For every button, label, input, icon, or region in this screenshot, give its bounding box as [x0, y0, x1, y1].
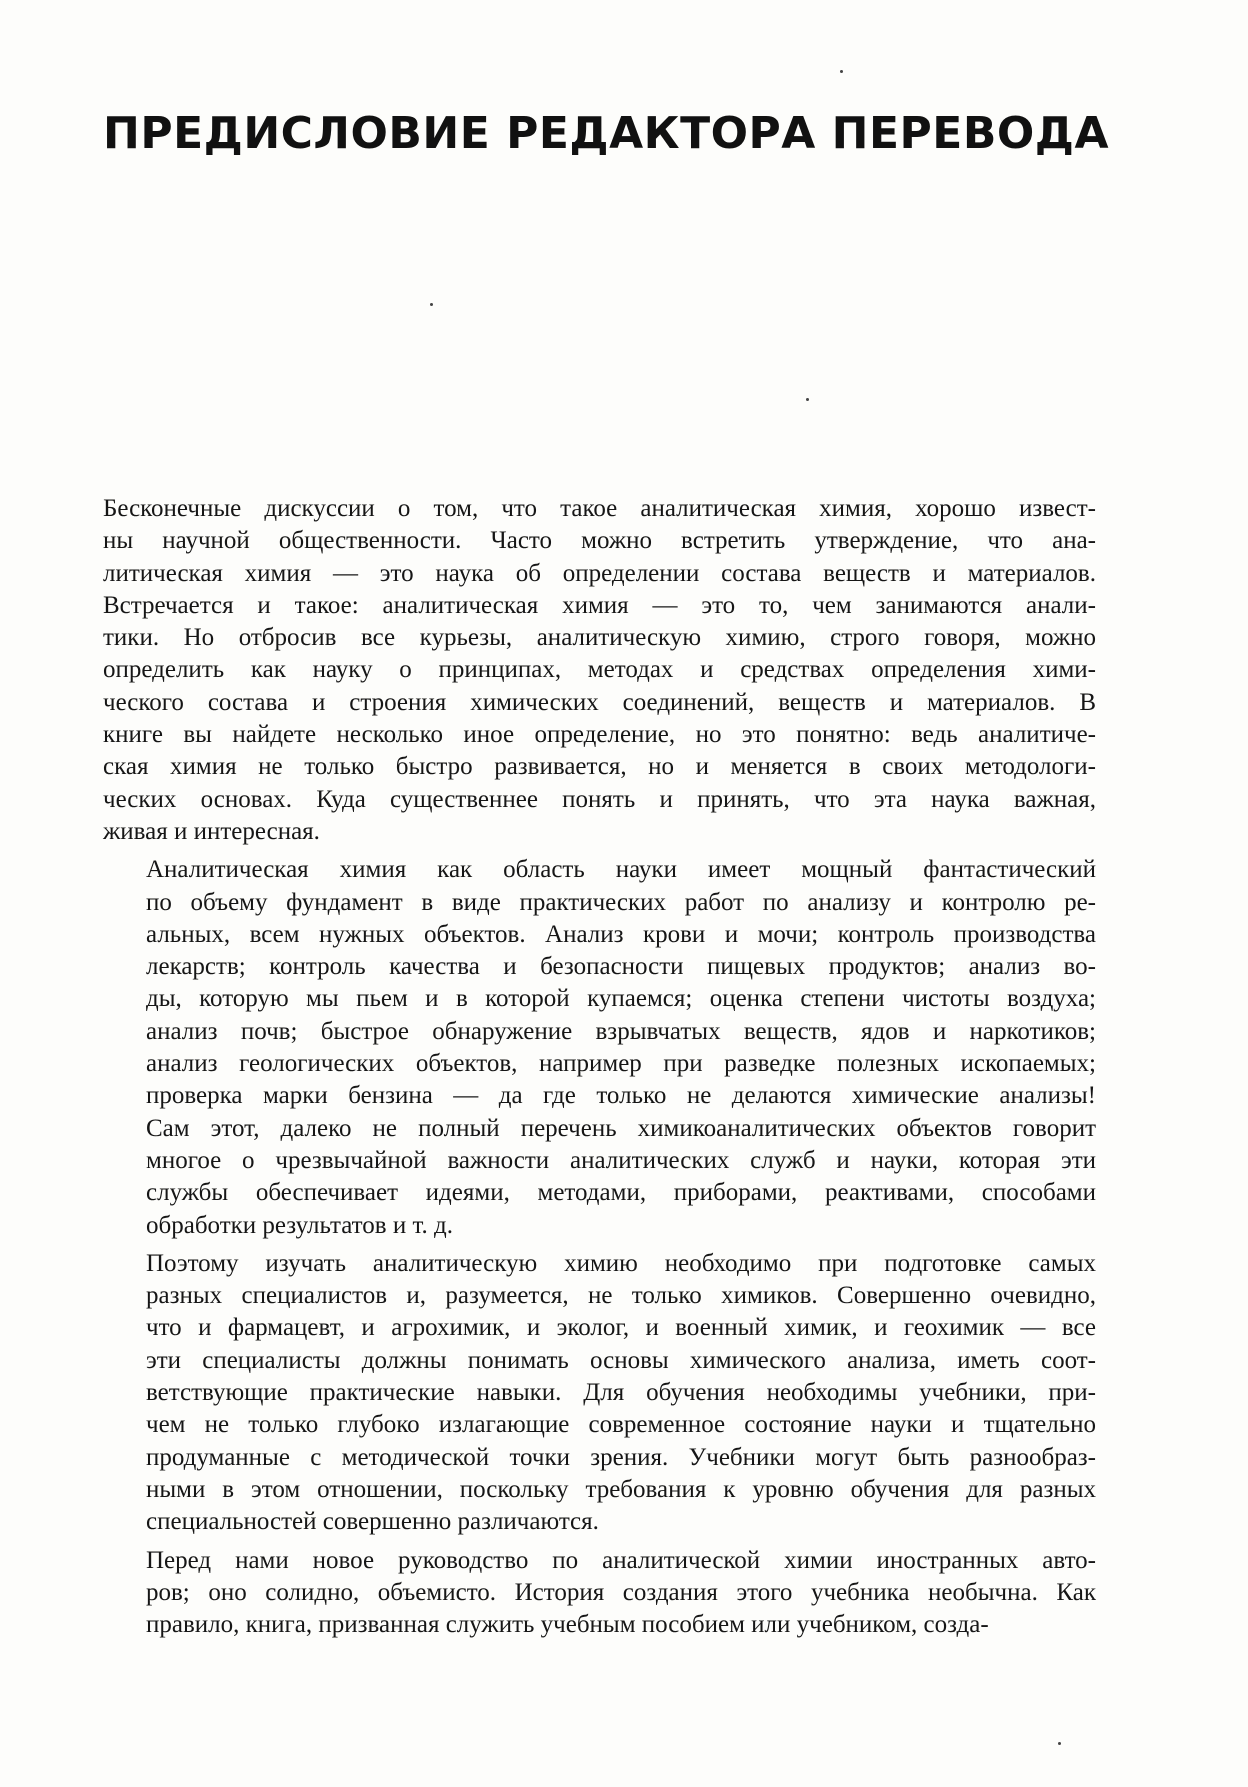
text-line: определить как науку о принципах, методах и средствах определения хими-	[103, 656, 1096, 684]
text-line: анализ почв; быстрое обнаружение взрывчатых веществ, ядов и наркотиков;	[146, 1017, 1096, 1045]
text-line: ческого состава и строения химических соединений, веществ и материалов. В	[103, 688, 1096, 716]
paragraph-3	[103, 1248, 1096, 1539]
text-line: ды, которую мы пьем и в которой купаемся; оценка степени чистоты воздуха;	[146, 985, 1096, 1013]
text-line: ветствующие практические навыки. Для обучения необходимы учебники, при-	[146, 1379, 1096, 1407]
text-line: специальностей совершенно различаются.	[146, 1508, 599, 1536]
paragraph-2	[103, 854, 1096, 1242]
text-line: разных специалистов и, разумеется, не только химиков. Совершенно очевидно,	[146, 1282, 1096, 1310]
text-line: Перед нами новое руководство по аналитической химии иностранных авто-	[146, 1546, 1096, 1574]
text-line: тики. Но отбросив все курьезы, аналитическую химию, строго говоря, можно	[103, 624, 1096, 652]
text-line: анализ геологических объектов, например при разведке полезных ископаемых;	[146, 1050, 1096, 1078]
text-line: ская химия не только быстро развивается, но и меняется в своих методологи-	[103, 753, 1096, 781]
body-text	[103, 493, 1096, 1647]
text-line: проверка марки бензина — да где только не делаются химические анализы!	[146, 1082, 1096, 1110]
scan-speck	[1058, 1742, 1061, 1745]
text-line: ными в этом отношении, поскольку требования к уровню обучения для разных	[146, 1475, 1096, 1503]
text-line: лекарств; контроль качества и безопасности пищевых продуктов; анализ во-	[146, 953, 1096, 981]
text-line: ческих основах. Куда существеннее понять и принять, что эта наука важная,	[103, 785, 1096, 813]
text-line: чем не только глубоко излагающие современное состояние науки и тщательно	[146, 1411, 1096, 1439]
text-line: правило, книга, призванная служить учебным пособием или учебником, созда-	[146, 1611, 989, 1639]
text-line: продуманные с методической точки зрения. Учебники могут быть разнообраз-	[146, 1443, 1096, 1471]
text-line: Аналитическая химия как область науки имеет мощный фантастический	[146, 856, 1096, 884]
text-line: Поэтому изучать аналитическую химию необходимо при подготовке самых	[146, 1249, 1096, 1277]
paragraph-1	[103, 493, 1096, 848]
text-line: живая и интересная.	[103, 817, 320, 845]
text-line: обработки результатов и т. д.	[146, 1211, 453, 1239]
text-line: Бесконечные дискуссии о том, что такое аналитическая химия, хорошо извест-	[103, 495, 1096, 522]
text-line: альных, всем нужных объектов. Анализ крови и мочи; контроль производства	[146, 920, 1096, 948]
text-line: по объему фундамент в виде практических работ по анализу и контролю ре-	[146, 888, 1096, 916]
text-line: Сам этот, далеко не полный перечень химикоаналитических объектов говорит	[146, 1114, 1096, 1142]
scan-speck	[430, 303, 433, 306]
text-line: ны научной общественности. Часто можно встретить утверждение, что ана-	[103, 527, 1096, 555]
paragraph-4	[103, 1545, 1096, 1642]
text-line: что и фармацевт, и агрохимик, и эколог, и военный химик, и геохимик — все	[146, 1314, 1096, 1342]
text-line: книге вы найдете несколько иное определение, но это понятно: ведь аналитиче-	[103, 721, 1096, 749]
text-line: эти специалисты должны понимать основы химического анализа, иметь соот-	[146, 1346, 1096, 1374]
scan-speck	[840, 70, 843, 73]
text-line: Встречается и такое: аналитическая химия — это то, чем занимаются анали-	[103, 591, 1096, 619]
text-line: ров; оно солидно, объемисто. История создания этого учебника необычна. Как	[146, 1578, 1096, 1606]
text-line: литическая химия — это наука об определении состава веществ и материалов.	[103, 559, 1096, 587]
text-line: многое о чрезвычайной важности аналитических служб и науки, которая эти	[146, 1146, 1096, 1174]
page-title: ПРЕДИСЛОВИЕ РЕДАКТОРА ПЕРЕВОДА	[103, 108, 1110, 159]
text-line: службы обеспечивает идеями, методами, приборами, реактивами, способами	[146, 1179, 1096, 1207]
scan-speck	[806, 398, 809, 401]
